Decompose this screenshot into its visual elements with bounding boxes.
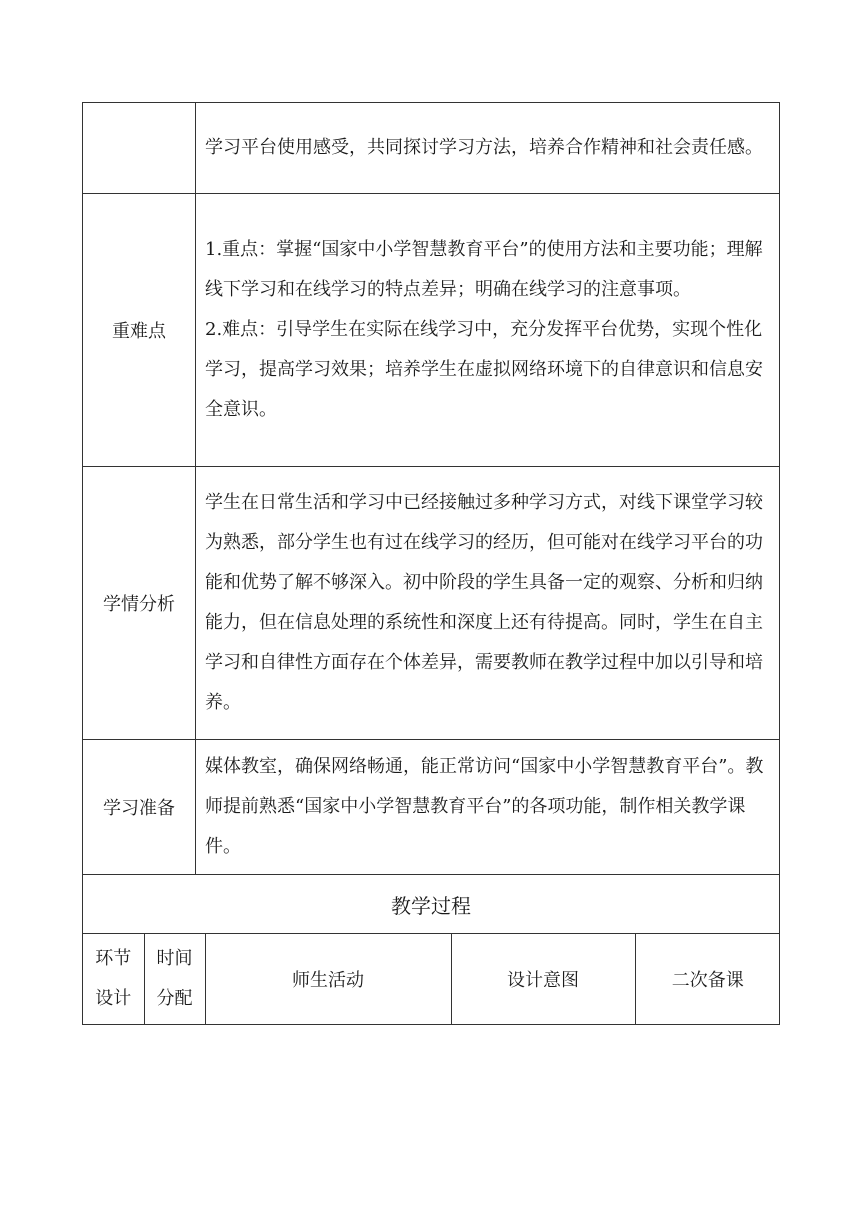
preparation-paragraph: 媒体教室，确保网络畅通，能正常访问“国家中小学智慧教育平台”。教师提前熟悉“国家中小学智慧教育平台”的各项功能，制作相关教学课件。 — [205, 756, 764, 857]
analysis-content — [196, 467, 780, 740]
intro-paragraph: 学习平台使用感受，共同探讨学习方法，培养合作精神和社会责任感。 — [205, 137, 763, 158]
difficult-point-paragraph: 2.难点：引导学生在实际在线学习中，充分发挥平台优势，实现个性化学习，提高学习效果；培养学生在虚拟网络环境下的自律意识和信息安全意识。 — [205, 319, 763, 420]
header-stage-line1: 环节 — [95, 948, 132, 969]
analysis-row — [83, 467, 780, 740]
header-time-allocation — [144, 934, 205, 1024]
lesson-plan-table — [82, 102, 780, 1025]
header-design-intent: 设计意图 — [451, 934, 635, 1024]
header-stage-design — [83, 934, 144, 1024]
header-time-line1: 时间 — [156, 948, 193, 969]
preparation-content — [196, 740, 780, 875]
analysis-paragraph: 学生在日常生活和学习中已经接触过多种学习方式，对线下课堂学习较为熟悉，部分学生也有过在线学习的经历，但可能对在线学习平台的功能和优势了解不够深入。初中阶段的学生具备一定的观察、分析和归纳能力，但在信息处理的系统性和深度上还有待提高。同时，学生在自主学习和自律性方面存在个体差异，需要教师在教学过程中加以引导和培养。 — [205, 492, 763, 713]
section-row — [83, 875, 780, 934]
intro-text — [196, 103, 780, 194]
header-second-prep: 二次备课 — [671, 970, 744, 991]
header-activities: 师生活动 — [205, 934, 451, 1024]
key-points-label: 重难点 — [83, 194, 196, 467]
key-point-paragraph: 1.重点：掌握“国家中小学智慧教育平台”的使用方法和主要功能；理解线下学习和在线学习的特点差异；明确在线学习的注意事项。 — [205, 239, 763, 300]
key-points-content — [196, 194, 780, 467]
header-stage-line2: 设计 — [95, 988, 132, 1009]
preparation-row — [83, 740, 780, 875]
process-header-row — [83, 934, 780, 1025]
header-time-line2: 分配 — [156, 988, 193, 1009]
section-title: 教学过程 — [83, 875, 780, 934]
intro-row — [83, 103, 780, 194]
intro-label — [83, 103, 196, 194]
process-header-cell — [83, 934, 780, 1025]
analysis-label: 学情分析 — [83, 467, 196, 740]
key-points-row — [83, 194, 780, 467]
process-header-table — [83, 934, 780, 1024]
preparation-label: 学习准备 — [83, 740, 196, 875]
